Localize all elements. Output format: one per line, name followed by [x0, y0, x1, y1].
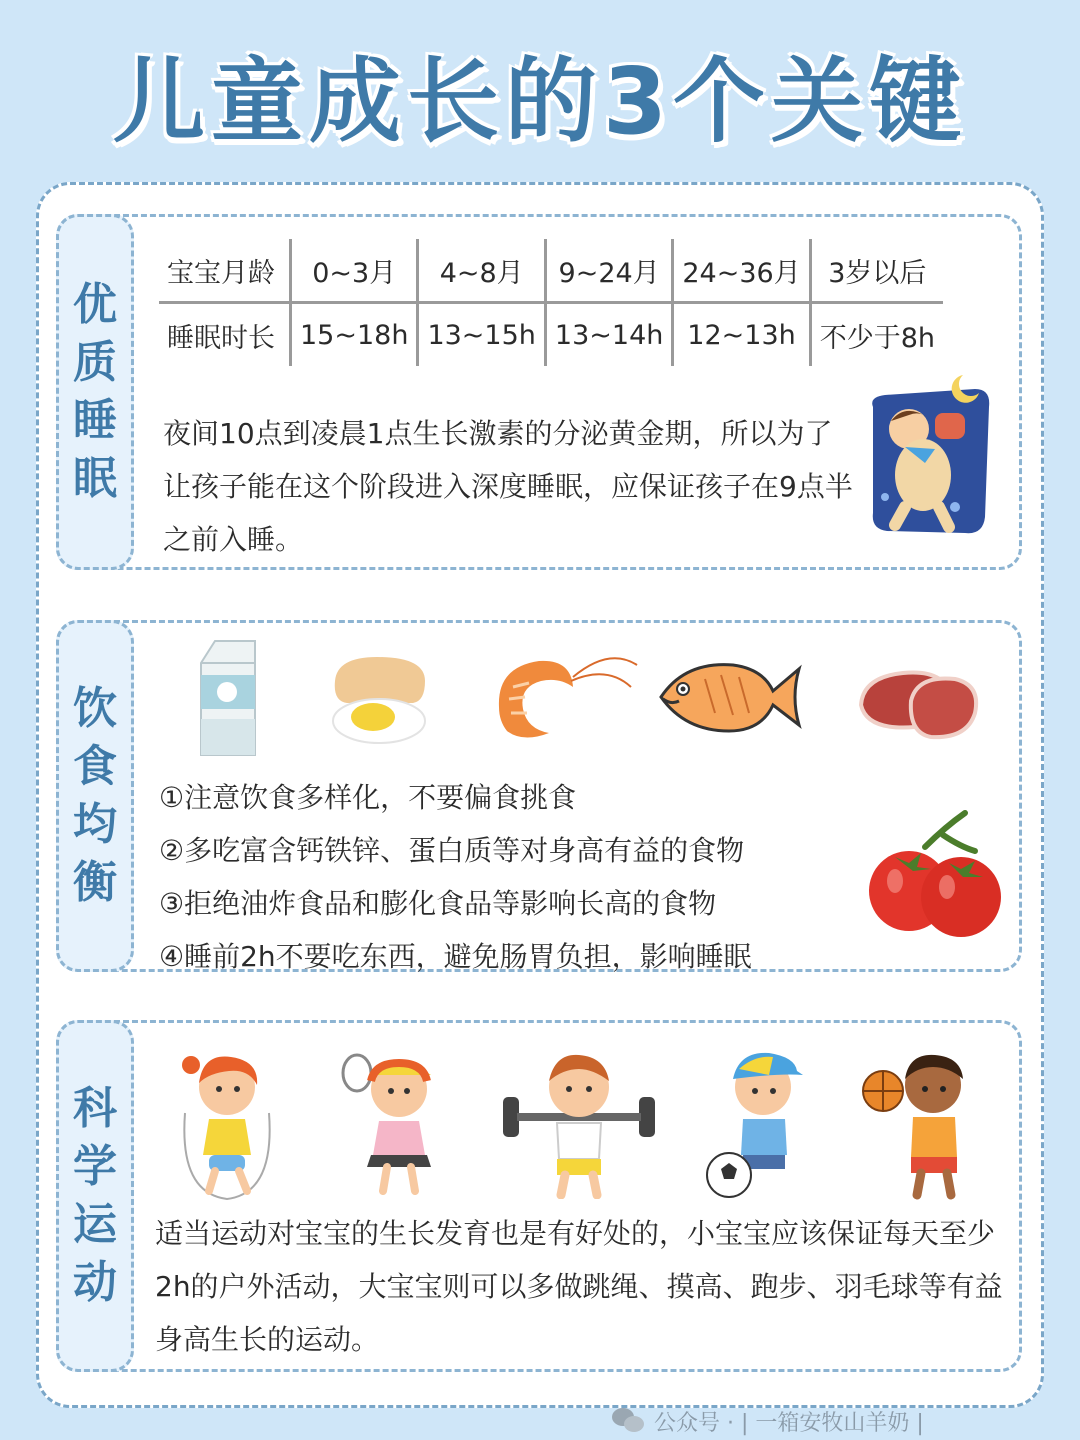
sleeping-baby-icon [865, 367, 995, 547]
watermark-text: 公众号 · | 一箱安牧山羊奶 | [654, 1410, 924, 1436]
exercise-text: 适当运动对宝宝的生长发育也是有好处的，小宝宝应该保证每天至少2h的户外活动，大宝宝则可以多做跳绳、摸高、跑步、羽毛球等有益身高生长的运动。 [155, 1217, 1003, 1356]
exercise-section [56, 1020, 1022, 1372]
tab-char: 睡 [73, 395, 117, 446]
exercise-tab [56, 1020, 134, 1372]
duration-cell: 12~13h [673, 303, 810, 367]
tab-char: 食 [73, 741, 117, 792]
tab-char: 优 [73, 279, 117, 330]
list-item: ②多吃富含钙铁锌、蛋白质等对身高有益的食物 [159, 834, 745, 867]
tab-char: 衡 [73, 857, 117, 908]
bread-egg-icon [327, 651, 433, 747]
meat-icon [855, 657, 985, 749]
row-header-age: 宝宝月龄 [159, 239, 291, 303]
age-cell: 24~36月 [673, 239, 810, 303]
list-item: ④睡前2h不要吃东西，避免肠胃负担，影响睡眠 [159, 940, 752, 973]
age-row [159, 239, 943, 303]
row-header-duration: 睡眠时长 [159, 303, 291, 367]
tab-char: 饮 [73, 683, 117, 734]
diet-list [159, 771, 879, 983]
sleep-text: 夜间10点到凌晨1点生长激素的分泌黄金期，所以为了让孩子能在这个阶段进入深度睡眠，应保证孩子在9点半之前入睡。 [163, 417, 853, 556]
tab-char: 均 [73, 799, 117, 850]
page-title: 儿童成长的3个关键 [112, 48, 967, 155]
basketball-boy-icon [859, 1041, 979, 1203]
age-cell: 0~3月 [291, 239, 418, 303]
badminton-girl-icon [335, 1039, 455, 1203]
soccer-boy-icon [699, 1039, 819, 1203]
duration-cell: 15~18h [291, 303, 418, 367]
watermark [612, 1406, 924, 1436]
duration-cell: 13~15h [418, 303, 545, 367]
age-cell: 9~24月 [545, 239, 672, 303]
age-cell: 3岁以后 [810, 239, 943, 303]
shrimp-icon [479, 647, 639, 747]
list-item: ①注意饮食多样化，不要偏食挑食 [159, 781, 577, 814]
tab-char: 动 [73, 1257, 117, 1308]
diet-section [56, 620, 1022, 972]
sleep-table [159, 239, 943, 366]
sleep-tab [56, 214, 134, 570]
tomato-icon [865, 807, 1005, 943]
list-item: ③拒绝油炸食品和膨化食品等影响长高的食物 [159, 887, 717, 920]
tab-char: 质 [73, 337, 117, 388]
tab-char: 运 [73, 1199, 117, 1250]
duration-cell: 不少于8h [819, 322, 935, 354]
age-cell: 4~8月 [418, 239, 545, 303]
tab-char: 眠 [73, 453, 117, 504]
fish-icon [655, 655, 805, 739]
weightlifting-boy-icon [499, 1047, 659, 1199]
jump-rope-girl-icon [169, 1043, 285, 1203]
diet-tab [56, 620, 134, 972]
duration-row [159, 303, 943, 367]
sleep-section [56, 214, 1022, 570]
duration-cell: 13~14h [545, 303, 672, 367]
wechat-icon [612, 1408, 646, 1434]
tab-char: 科 [73, 1083, 117, 1134]
tab-char: 学 [73, 1141, 117, 1192]
milk-carton-icon [191, 635, 265, 761]
